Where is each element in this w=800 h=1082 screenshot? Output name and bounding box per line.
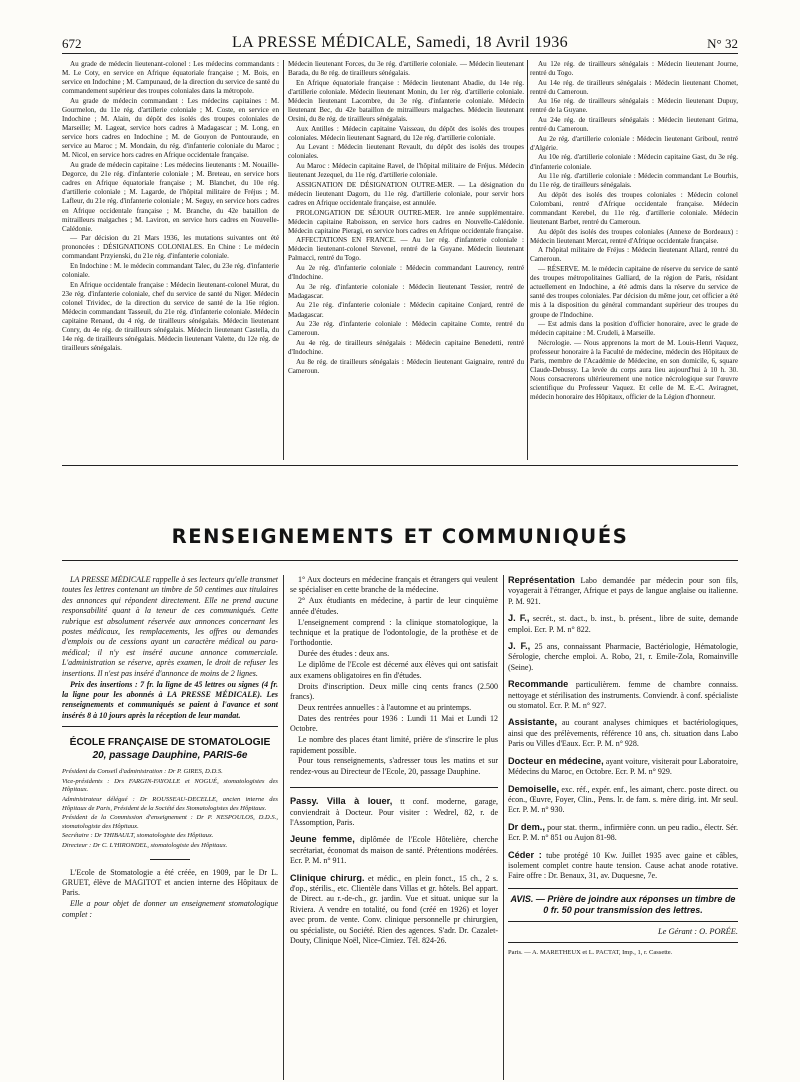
- paragraph: Au Levant : Médecin lieutenant Revault, du dépôt des isolés des troupes coloniales.: [288, 143, 524, 161]
- divider: [62, 726, 278, 727]
- classified-ad: [508, 850, 738, 882]
- classified-ad: [508, 679, 738, 711]
- paragraph: Au 8e rég. de tirailleurs sénégalais : Médecin lieutenant Gaignaire, rentré du Cameroun.: [288, 357, 524, 375]
- ad-heading: Représentation: [508, 575, 575, 585]
- classified-ad: [290, 796, 498, 828]
- paragraph: Au grade de médecin commandant : Les médecins capitaines : M. Gourmelon, du 11e rég. d'artillerie coloniale ; M. Coste, en service en Indochine ; M. Alain, du dépôt des isolés des troupes coloniales de Marseille; M. Lageat, service hors cadres à Madagascar ; M. Long, en service hors cadres en Indochine ; M. de Gouyon de Pontouraude, en service au Maroc ; M. Mondain, du rég. d'infanterie coloniale du Maroc ; M. Nicol, en service hors cadres en Afrique occidentale française.: [62, 96, 279, 160]
- ad-body: et médic., en plein fonct., 15 ch., 2 s. d'op., stérilis., etc. Clientèle dans Villas et gr. hôtels. Bel appart. de Direct. au r.-de-ch., gr. jardin. Vue et situat. unique sur la Riviera. A vendre en totalité, ou fond (créé en 1926) et loyer avec prom. de vente. Conv. clinique personnelle pr chirurgien, ou spécialiste, ou Société. Rien des agences. S'adr. Dr. Cazalet-Douty, Clinique Noël, Nice-Cimiez. Tél. 824-26.: [290, 873, 498, 946]
- paragraph: Au 2e rég. d'infanterie coloniale : Médecin commandant Laurency, rentré d'Indochine.: [288, 264, 524, 282]
- journal-title: LA PRESSE MÉDICALE, Samedi, 18 Avril 1936: [231, 34, 569, 51]
- ecole-board: [62, 768, 278, 850]
- paragraph: Au 2e rég. d'artillerie coloniale : Médecin lieutenant Griboul, rentré d'Algérie.: [530, 134, 738, 152]
- paragraph: — RÉSERVE. M. le médecin capitaine de réserve du service de santé des troupes métropolitaines Galliard, de la région de Paris, résidant actuellement en Indochine, a été admis dans la réserve du service de santé des troupes coloniales. Par décision du même jour, cet officier a été mis à la disposition du général commandant supérieur des troupes du groupe de l'Indochine.: [530, 265, 738, 319]
- ad-heading: Assistante,: [508, 717, 558, 728]
- notice-prices: Prix des insertions : 7 fr. la ligne de 45 lettres ou signes (4 fr. la ligne pour les abonnés à LA PRESSE MÉDICALE). Les renseignements et communiqués se paient à l'avance et sont insérés 8 à 10 jours après la réception de leur mandat.: [62, 679, 278, 720]
- page-number: 672: [62, 36, 82, 51]
- ecole-item: Durée des études : deux ans.: [298, 649, 390, 659]
- issue-number: N° 32: [707, 36, 738, 51]
- paragraph: En Indochine : M. le médecin commandant Talec, du 23e rég. d'infanterie coloniale.: [62, 262, 279, 280]
- ad-body: ayant voiture, visiterait pour Laboratoire, Médecins du Maroc, en Octobre. Ecr. P. M. n° 929.: [508, 756, 738, 777]
- section-title: RENSEIGNEMENTS ET COMMUNIQUÉS: [171, 525, 629, 548]
- ecole-item: Le nombre des places étant limité, prière de s'inscrire le plus rapidement possible.: [290, 735, 498, 755]
- ad-body: particulièrem. femme de chambre connaiss. nettoyage et stérilisation des instruments. Conviendr. à conf. spécialiste ou stomatol. Ecr. P. M. n° 927.: [508, 680, 738, 711]
- avis-notice: AVIS. — Prière de joindre aux réponses un timbre de 0 fr. 50 pour transmission des lettres.: [510, 893, 736, 915]
- ad-body: au courant analyses chimiques et bactériologiques, ainsi que des prélèvements, référence 10 ans, ch. situation dans Labo Paris ou Villes d'Eaux. Ecr. P. M. n° 928.: [508, 718, 738, 749]
- section-divider: [62, 465, 738, 466]
- paragraph: Au 16e rég. de tirailleurs sénégalais : Médecin lieutenant Dupuy, rentré de la Guyane.: [530, 97, 738, 115]
- paragraph: Au 21e rég. d'infanterie coloniale : Médecin capitaine Conjard, rentré de Madagascar.: [288, 301, 524, 319]
- divider: [290, 787, 498, 788]
- top-column-3: [530, 60, 738, 460]
- ad-heading: J. F.,: [508, 613, 530, 624]
- paragraph: Au dépôt des isolés des troupes coloniales : Médecin colonel Colombani, rentré d'Afrique occidentale française. Médecin commandant Kerebel, du 11e rég. d'artillerie coloniale. Médecin lieutenant Barbet, rentré du Cameroun.: [530, 190, 738, 227]
- masthead: [62, 34, 738, 54]
- paragraph: Au Maroc : Médecin capitaine Ravel, de l'hôpital militaire de Fréjus. Médecin lieutenant Jezequel, du 11e rég. d'artillerie coloniale.: [288, 162, 524, 180]
- column-rule: [503, 575, 504, 1080]
- board-line: Directeur : Dr C. L'HIRONDEL, stomatologiste des Hôpitaux.: [62, 841, 228, 849]
- ad-body: exc. réf., expér. enf., les aimant, cherc. poste direct. ou écon., Œuvre, Foyer, Clin., Pens. lr. de fam. s. mère dirig. int. Mr seul. Ecr. P. M. n° 930.: [508, 784, 738, 815]
- ad-heading: Recommande: [508, 679, 569, 690]
- ecole-history: L'Ecole de Stomatologie a été créée, en 1909, par le Dr L. GRUET, élève de MAGITOT et ancien interne des Hôpitaux de Paris.: [62, 867, 278, 898]
- ad-body: secrét., st. dact., b. inst., b. présent., libre de suite, demande emploi. Ecr. P. M. n° 822.: [508, 614, 738, 634]
- classified-ad: [508, 822, 738, 844]
- paragraph: AFFECTATIONS EN FRANCE. — Au 1er rég. d'infanterie coloniale : Médecin lieutenant-colonel Stevenel, rentré de la Guyane. Médecin lieutenant Palmacci, rentré du Togo.: [288, 236, 524, 263]
- paragraph: Au 14e rég. de tirailleurs sénégalais : Médecin lieutenant Chomet, rentré du Cameroun.: [530, 78, 738, 96]
- paragraph: Au grade de médecin capitaine : Les médecins lieutenants : M. Nouaille-Degorce, du 21e rég. d'infanterie coloniale ; M. Breteau, en service hors cadres en Afrique équatoriale française ; M. Blanchet, du 10e rég. d'artillerie coloniale ; M. Lagarde, de l'hôpital militaire de Fréjus ; M. Lafleur, du 21e rég. d'infanterie coloniale ; M. Seguy, en service hors cadres en Afrique occidentale française ; M. Branche, du 42e bataillon de mitrailleurs malgaches ; M. Laviron, en service hors cadres en Nouvelle-Calédonie.: [62, 161, 279, 233]
- column-rule: [283, 575, 284, 1080]
- top-column-1: [62, 60, 279, 445]
- classified-ad: [290, 834, 498, 866]
- classified-ad: [508, 717, 738, 749]
- paragraph: Au 24e rég. de tirailleurs sénégalais : Médecin lieutenant Grima, rentré du Cameroun.: [530, 116, 738, 134]
- ecole-item: Dates des rentrées pour 1936 : Lundi 11 Mai et Lundi 12 Octobre.: [290, 713, 498, 734]
- classified-ad: [508, 641, 738, 673]
- paragraph: — Est admis dans la position d'officier honoraire, avec le grade de médecin capitaine : M. Crudeli, à Marseille.: [530, 320, 738, 338]
- ad-body: pour stat. therm., infirmière conn. un peu radio., électr. Sér. Ecr. P. M. n° 851 ou Aujon 81-98.: [508, 822, 738, 843]
- column-rule: [527, 60, 528, 460]
- ecole-title: ÉCOLE FRANÇAISE DE STOMATOLOGIE: [69, 737, 271, 749]
- ecole-item: L'enseignement comprend : la clinique stomatologique, la technique et la pratique de l'odontologie, de la prothèse et de l'orthodontie.: [290, 617, 498, 648]
- classified-ad: [508, 613, 738, 635]
- paragraph: Médecin lieutenant Forces, du 3e rég. d'artillerie coloniale. — Médecin lieutenant Barada, du 8e rég. de tirailleurs sénégalais.: [288, 60, 524, 78]
- top-column-2: [288, 60, 524, 460]
- bottom-column-3: [508, 575, 738, 1080]
- classified-ad: [508, 575, 738, 607]
- ad-heading: Passy. Villa à louer,: [290, 796, 393, 807]
- classified-ad: [508, 784, 738, 816]
- paragraph: ASSIGNATION DE DÉSIGNATION OUTRE-MER. — La désignation du médecin lieutenant Dagorn, du 11e rég. d'artillerie coloniale, pour servir hors cadres en Afrique occidentale française, est annulée.: [288, 180, 524, 207]
- necrologie-paragraph: Nécrologie. — Nous apprenons la mort de M. Louis-Henri Vaquez, professeur honoraire à la Faculté de médecine, médecin des Hôpitaux de Paris, membre de l'Académie de Médecine, en son domicile, 6, square Claude-Debussy. La levée du corps aura lieu aujourd'hui à 10 h. 30. Nous consacrerons ultérieurement une notice nécrologique sur l'œuvre scientifique du Professeur Vaquez. Et celle de M. E.-C. Aviragnet, médecin honoraire des Hôpitaux, officier de la Légion d'honneur.: [530, 338, 738, 402]
- ad-heading: Dr dem.,: [508, 821, 545, 832]
- ad-body: tube protégé 10 Kw. Juillet 1935 avec gaine et câbles, isolement complet contre haute tension. Cause achat anode rotative. Faire offre : Dr. Benaux, 31, av. Duquesne, 7e.: [508, 850, 738, 881]
- bottom-column-2: [290, 575, 498, 1080]
- ecole-item: Droits d'inscription. Deux mille cinq cents francs (2.500 francs).: [290, 681, 498, 701]
- ad-heading: Jeune femme,: [290, 834, 355, 845]
- ad-body: 25 ans, connaissant Pharmacie, Bactériologie, Hématologie, Sérologie, cherche emploi. A. Robo, 21, r. Emile-Zola, Romainville (Seine).: [508, 642, 738, 672]
- ecole-item: Pour tous renseignements, s'adresser tous les matins et sur rendez-vous au Directeur de l'Ecole, 20, passage Dauphine.: [290, 756, 498, 776]
- printer-credit: Paris. — A. MARETHEUX et L. PACTAT, Imp., 1, r. Cassette.: [508, 949, 673, 957]
- divider: [150, 859, 190, 860]
- classified-ad: [508, 756, 738, 778]
- paragraph: En Afrique équatoriale française : Médecin lieutenant Abadie, du 14e rég. d'artillerie coloniale. Médecin lieutenant Monin, du 1er rég. d'artillerie coloniale. Médecin lieutenant Lacombre, du 3e rég. d'infanterie coloniale. Médecin lieutenant Bec, du 42e bataillon de mitrailleurs malgaches. Médecin lieutenant Orsini, du 8e rég. de tirailleurs sénégalais.: [288, 78, 524, 124]
- paragraph: Au 11e rég. d'artillerie coloniale : Médecin commandant Le Bourhis, du 11e rég. de tirailleurs sénégalais.: [530, 172, 738, 190]
- ecole-item: 2° Aux étudiants en médecine, à partir de leur cinquième année d'études.: [290, 596, 498, 616]
- bottom-column-1: [62, 575, 278, 1080]
- ad-heading: Clinique chirurg.: [290, 872, 365, 883]
- paragraph: Au dépôt des isolés des troupes coloniales (Annexe de Bordeaux) : Médecin lieutenant Mercat, rentré d'Afrique occidentale française.: [530, 227, 738, 245]
- paragraph: Au grade de médecin lieutenant-colonel : Les médecins commandants : M. Le Coty, en service en Afrique équatoriale française ; M. Bois, en service en Indochine ; M. Campunaud, de la direction du service de santé du commandement supérieur des troupes coloniales dans la métropole.: [62, 60, 279, 96]
- divider: [508, 921, 738, 922]
- ecole-address: 20, passage Dauphine, PARIS-6e: [92, 750, 248, 762]
- board-line: Administrateur délégué : Dr ROUSSEAU-DECELLE, ancien interne des Hôpitaux de Paris, Président de la Société des Stomatologistes des Hôpitaux.: [62, 795, 278, 812]
- ecole-item: Le diplôme de l'Ecole est décerné aux élèves qui ont satisfait aux examens obligatoires en fin d'études.: [290, 660, 498, 680]
- board-line: Vice-présidents : Drs FARGIN-FAYOLLE et NOGUÉ, stomatologistes des Hôpitaux.: [62, 777, 278, 794]
- paragraph: Au 3e rég. d'infanterie coloniale : Médecin lieutenant Tessier, rentré de Madagascar.: [288, 282, 524, 300]
- divider: [508, 888, 738, 889]
- paragraph: Au 4e rég. de tirailleurs sénégalais : Médecin capitaine Benedetti, rentré d'Indochine.: [288, 338, 524, 356]
- ad-heading: J. F.,: [508, 641, 531, 652]
- board-line: Président de la Commission d'enseignement : Dr P. NESPOULOS, D.D.S., stomatologiste des Hôpitaux.: [62, 814, 278, 830]
- ad-heading: Céder :: [508, 849, 542, 860]
- ecole-purpose: Elle a pour objet de donner un enseignement stomatologique complet :: [62, 899, 278, 919]
- paragraph: Au 23e rég. d'infanterie coloniale : Médecin capitaine Comte, rentré du Cameroun.: [288, 320, 524, 338]
- paragraph: Au 12e rég. de tirailleurs sénégalais : Médecin lieutenant Journe, rentré du Togo.: [530, 60, 738, 78]
- paragraph: Aux Antilles : Médecin capitaine Vaisseau, du dépôt des isolés des troupes coloniales. Médecin lieutenant Sagnard, du 12e rég. d'artillerie coloniale.: [288, 124, 524, 142]
- board-line: Président du Conseil d'administration : Dr P. GIRES, D.D.S.: [62, 768, 223, 776]
- ad-body: Labo demandée par médecin pour son fils, voyagerait à l'étranger, Afrique et pays de langue anglaise ou italienne. P. M. 921.: [508, 576, 738, 606]
- notice-intro: LA PRESSE MÉDICALE rappelle à ses lecteurs qu'elle transmet toutes les lettres contenant un timbre de 50 centimes aux titulaires des annonces qui répondent directement. Elle ne prend aucune responsabilité quant à la teneur de ces communiqués. Cette rubrique est absolument réservée aux annonces concernant les postes médicaux, les remplacements, les offres ou demandes d'emplois ou de cessions ayant un caractère médical ou para-médical; il n'y est inséré aucune annonce commerciale. L'administration se réserve, après examen, le droit de refuser les insertions. Il n'est pas inséré d'annonce de moins de 2 lignes.: [62, 575, 278, 678]
- ecole-item: 1° Aux docteurs en médecine français et étrangers qui veulent se spécialiser en cette branche de la médecine.: [290, 575, 498, 595]
- classified-ad: [290, 873, 498, 947]
- ad-body: diplômée de l'Ecole Hôtelière, cherche secrétariat, économat ds maison de santé. Prétentions modérées. Ecr. P. M. n° 911.: [290, 835, 498, 866]
- column-rule: [283, 60, 284, 460]
- board-line: Secrétaire : Dr THIBAULT, stomatologiste des Hôpitaux.: [62, 832, 214, 840]
- paragraph: En Afrique occidentale française : Médecin lieutenant-colonel Murat, du 23e rég. d'infanterie coloniale, chef du service de santé du Niger. Médecin colonel Trividec, de la direction du service de santé de la 16e région. Médecin commandant Tasseuil, du 21e rég. d'infanterie coloniale. Médecin capitaine Renaud, du 4 rég. de tirailleurs sénégalais. Médecin lieutenant Conry, du 4e rég. de tirailleurs sénégalais. Médecin lieutenant Castella, du 14e rég. de tirailleurs sénégalais. Médecin lieutenant Valette, du 12e rég. de tirailleurs sénégalais.: [62, 280, 279, 353]
- ad-heading: Demoiselle,: [508, 783, 560, 794]
- paragraph: — Par décision du 21 Mars 1936, les mutations suivantes ont été prononcées : DÉSIGNATIONS COLONIALES. En Chine : Le médecin commandant Przyienski, du 21e rég. d'infanterie coloniale.: [62, 234, 279, 261]
- ecole-item: Deux rentrées annuelles : à l'automne et au printemps.: [298, 702, 472, 712]
- paragraph: PROLONGATION DE SÉJOUR OUTRE-MER. 1re année supplémentaire. Médecin capitaine Raboisson, en service hors cadres en Nouvelle-Calédonie. Médecin capitaine Pieragi, en service hors cadres en Afrique occidentale française.: [288, 208, 524, 235]
- section-divider: [62, 560, 738, 561]
- ad-heading: Docteur en médecine,: [508, 755, 604, 766]
- gerant-signature: Le Gérant : O. PORÉE.: [657, 926, 738, 936]
- divider: [508, 942, 738, 943]
- paragraph: A l'hôpital militaire de Fréjus : Médecin lieutenant Allard, rentré du Cameroun.: [530, 246, 738, 264]
- paragraph: Au 10e rég. d'artillerie coloniale : Médecin capitaine Gast, du 3e rég. d'infanterie coloniale.: [530, 153, 738, 171]
- ad-body: tt conf. moderne, garage, conviendrait à Docteur. Pour visiter : Wedrel, 82, r. de l'Assomption, Paris.: [290, 797, 498, 828]
